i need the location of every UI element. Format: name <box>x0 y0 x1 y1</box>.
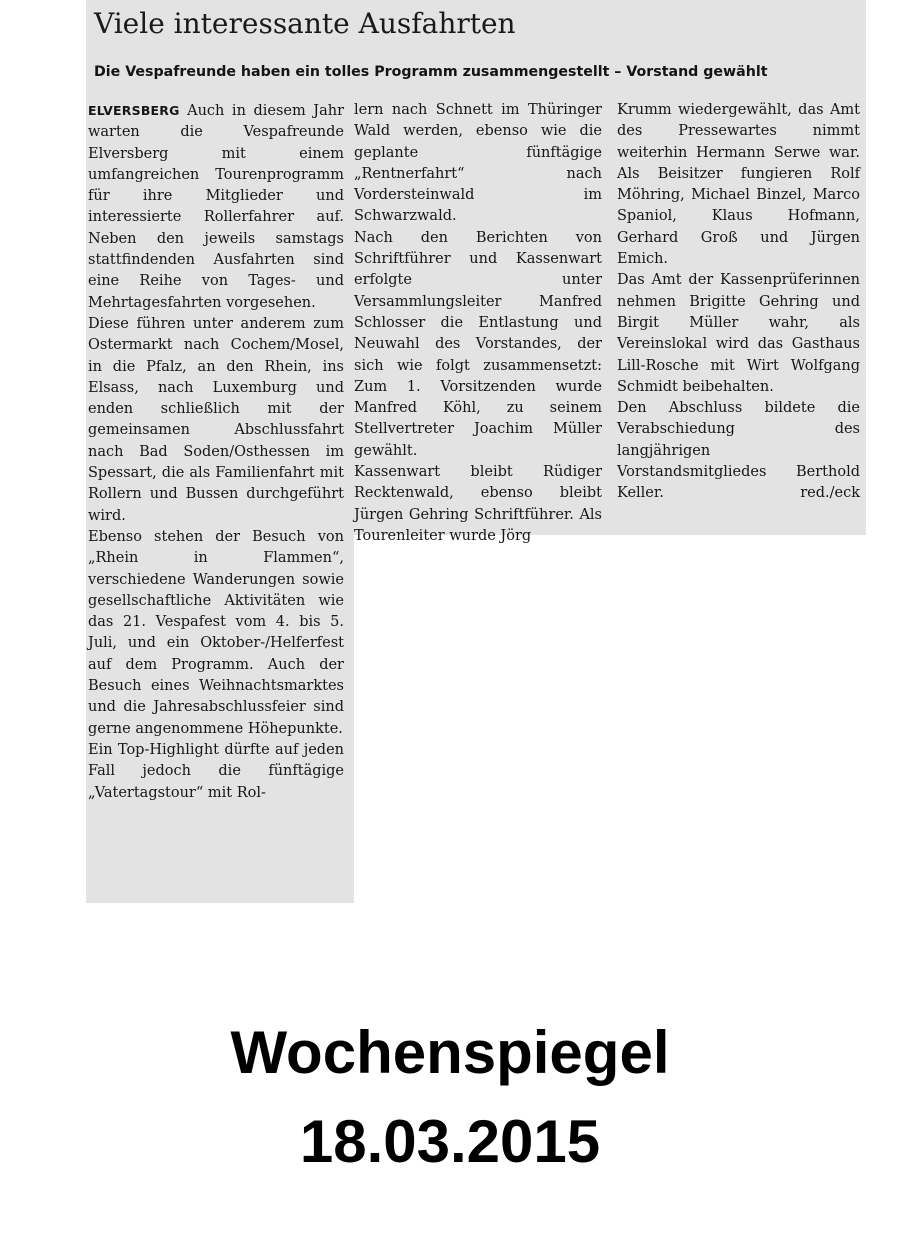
article-dateline: ELVERSBERG <box>88 103 180 118</box>
publication-name: Wochenspiegel <box>230 1019 670 1086</box>
article-headline: Viele interessante Ausfahrten <box>94 7 516 40</box>
article-paragraph: Nach den Berichten von Schriftführer und Kassenwart erfolgte unter Versammlungsleiter Manfred Schlosser die Entlastung und Neuwahl des Vorstandes, der sich wie folgt zusammensetzt: Zum 1. Vorsitzenden wurde Manfred Köhl, zu seinem Stellvertreter Joachim Müller gewählt. <box>354 229 602 459</box>
article-column-2 <box>354 100 602 547</box>
article-paragraph: Krumm wiedergewählt, das Amt des Pressewartes nimmt weiterhin Hermann Serwe war. Als Beisitzer fungieren Rolf Möhring, Michael Binzel, Marco Spaniol, Klaus Hofmann, Gerhard Groß und Jürgen Emich. <box>617 102 860 268</box>
article-paragraph: Diese führen unter anderem zum Ostermarkt nach Cochem/Mosel, in die Pfalz, an den Rhein, ins Elsass, nach Luxemburg und enden schließlich mit der gemeinsamen Abschlussfahrt nach Bad Soden/Osthessen im Spessart, die als Familienfahrt mit Rollern und Bussen durchgeführt wird. <box>88 315 344 524</box>
author-signature: red./eck <box>800 485 860 502</box>
article-column-3 <box>617 100 860 505</box>
article-paragraph: Kassenwart bleibt Rüdiger Recktenwald, ebenso bleibt Jürgen Gehring Schriftführer. Als Tourenleiter wurde Jörg <box>354 464 602 544</box>
paragraph-text: Den Abschluss bildete die Verabschiedung des langjährigen Vorstandsmitgliedes Berthold Keller. <box>617 400 860 502</box>
article-paragraph: Das Amt der Kassenprüferinnen nehmen Brigitte Gehring und Birgit Müller wahr, als Vereinslokal wird das Gasthaus Lill-Rosche mit Wirt Wolfgang Schmidt beibehalten. <box>617 272 860 395</box>
article-paragraph: lern nach Schnett im Thüringer Wald werden, ebenso wie die geplante fünftägige „Rentnerfahrt“ nach Vordersteinwald im Schwarzwald. <box>354 102 602 225</box>
newspaper-clipping <box>86 0 866 903</box>
paragraph-text: Auch in diesem Jahr warten die Vespafreunde Elversberg mit einem umfangreichen Tourenprogramm für ihre Mitglieder und interessierte Rollerfahrer auf. Neben den jeweils samstags stattfindenden Ausfahrten sind eine Reihe von Tages- und Mehrtagesfahrten vorgesehen. <box>88 103 344 311</box>
article-paragraph <box>617 398 860 504</box>
article-paragraph <box>88 100 344 314</box>
publication-date: 18.03.2015 <box>299 1108 601 1175</box>
article-subheadline: Die Vespafreunde haben ein tolles Programm zusammengestellt – Vorstand gewählt <box>94 64 768 80</box>
article-paragraph: Ein Top-Highlight dürfte auf jeden Fall jedoch die fünftägige „Vatertagstour“ mit Rol- <box>88 741 344 801</box>
article-column-1 <box>88 100 344 804</box>
article-paragraph: Ebenso stehen der Besuch von „Rhein in Flammen“, verschiedene Wanderungen sowie gesellschaftliche Aktivitäten wie das 21. Vespafest vom 4. bis 5. Juli, und ein Oktober-/Helferfest auf dem Programm. Auch der Besuch eines Weihnachtsmarktes und die Jahresabschlussfeier sind gerne angenommene Höhepunkte. <box>88 528 344 737</box>
